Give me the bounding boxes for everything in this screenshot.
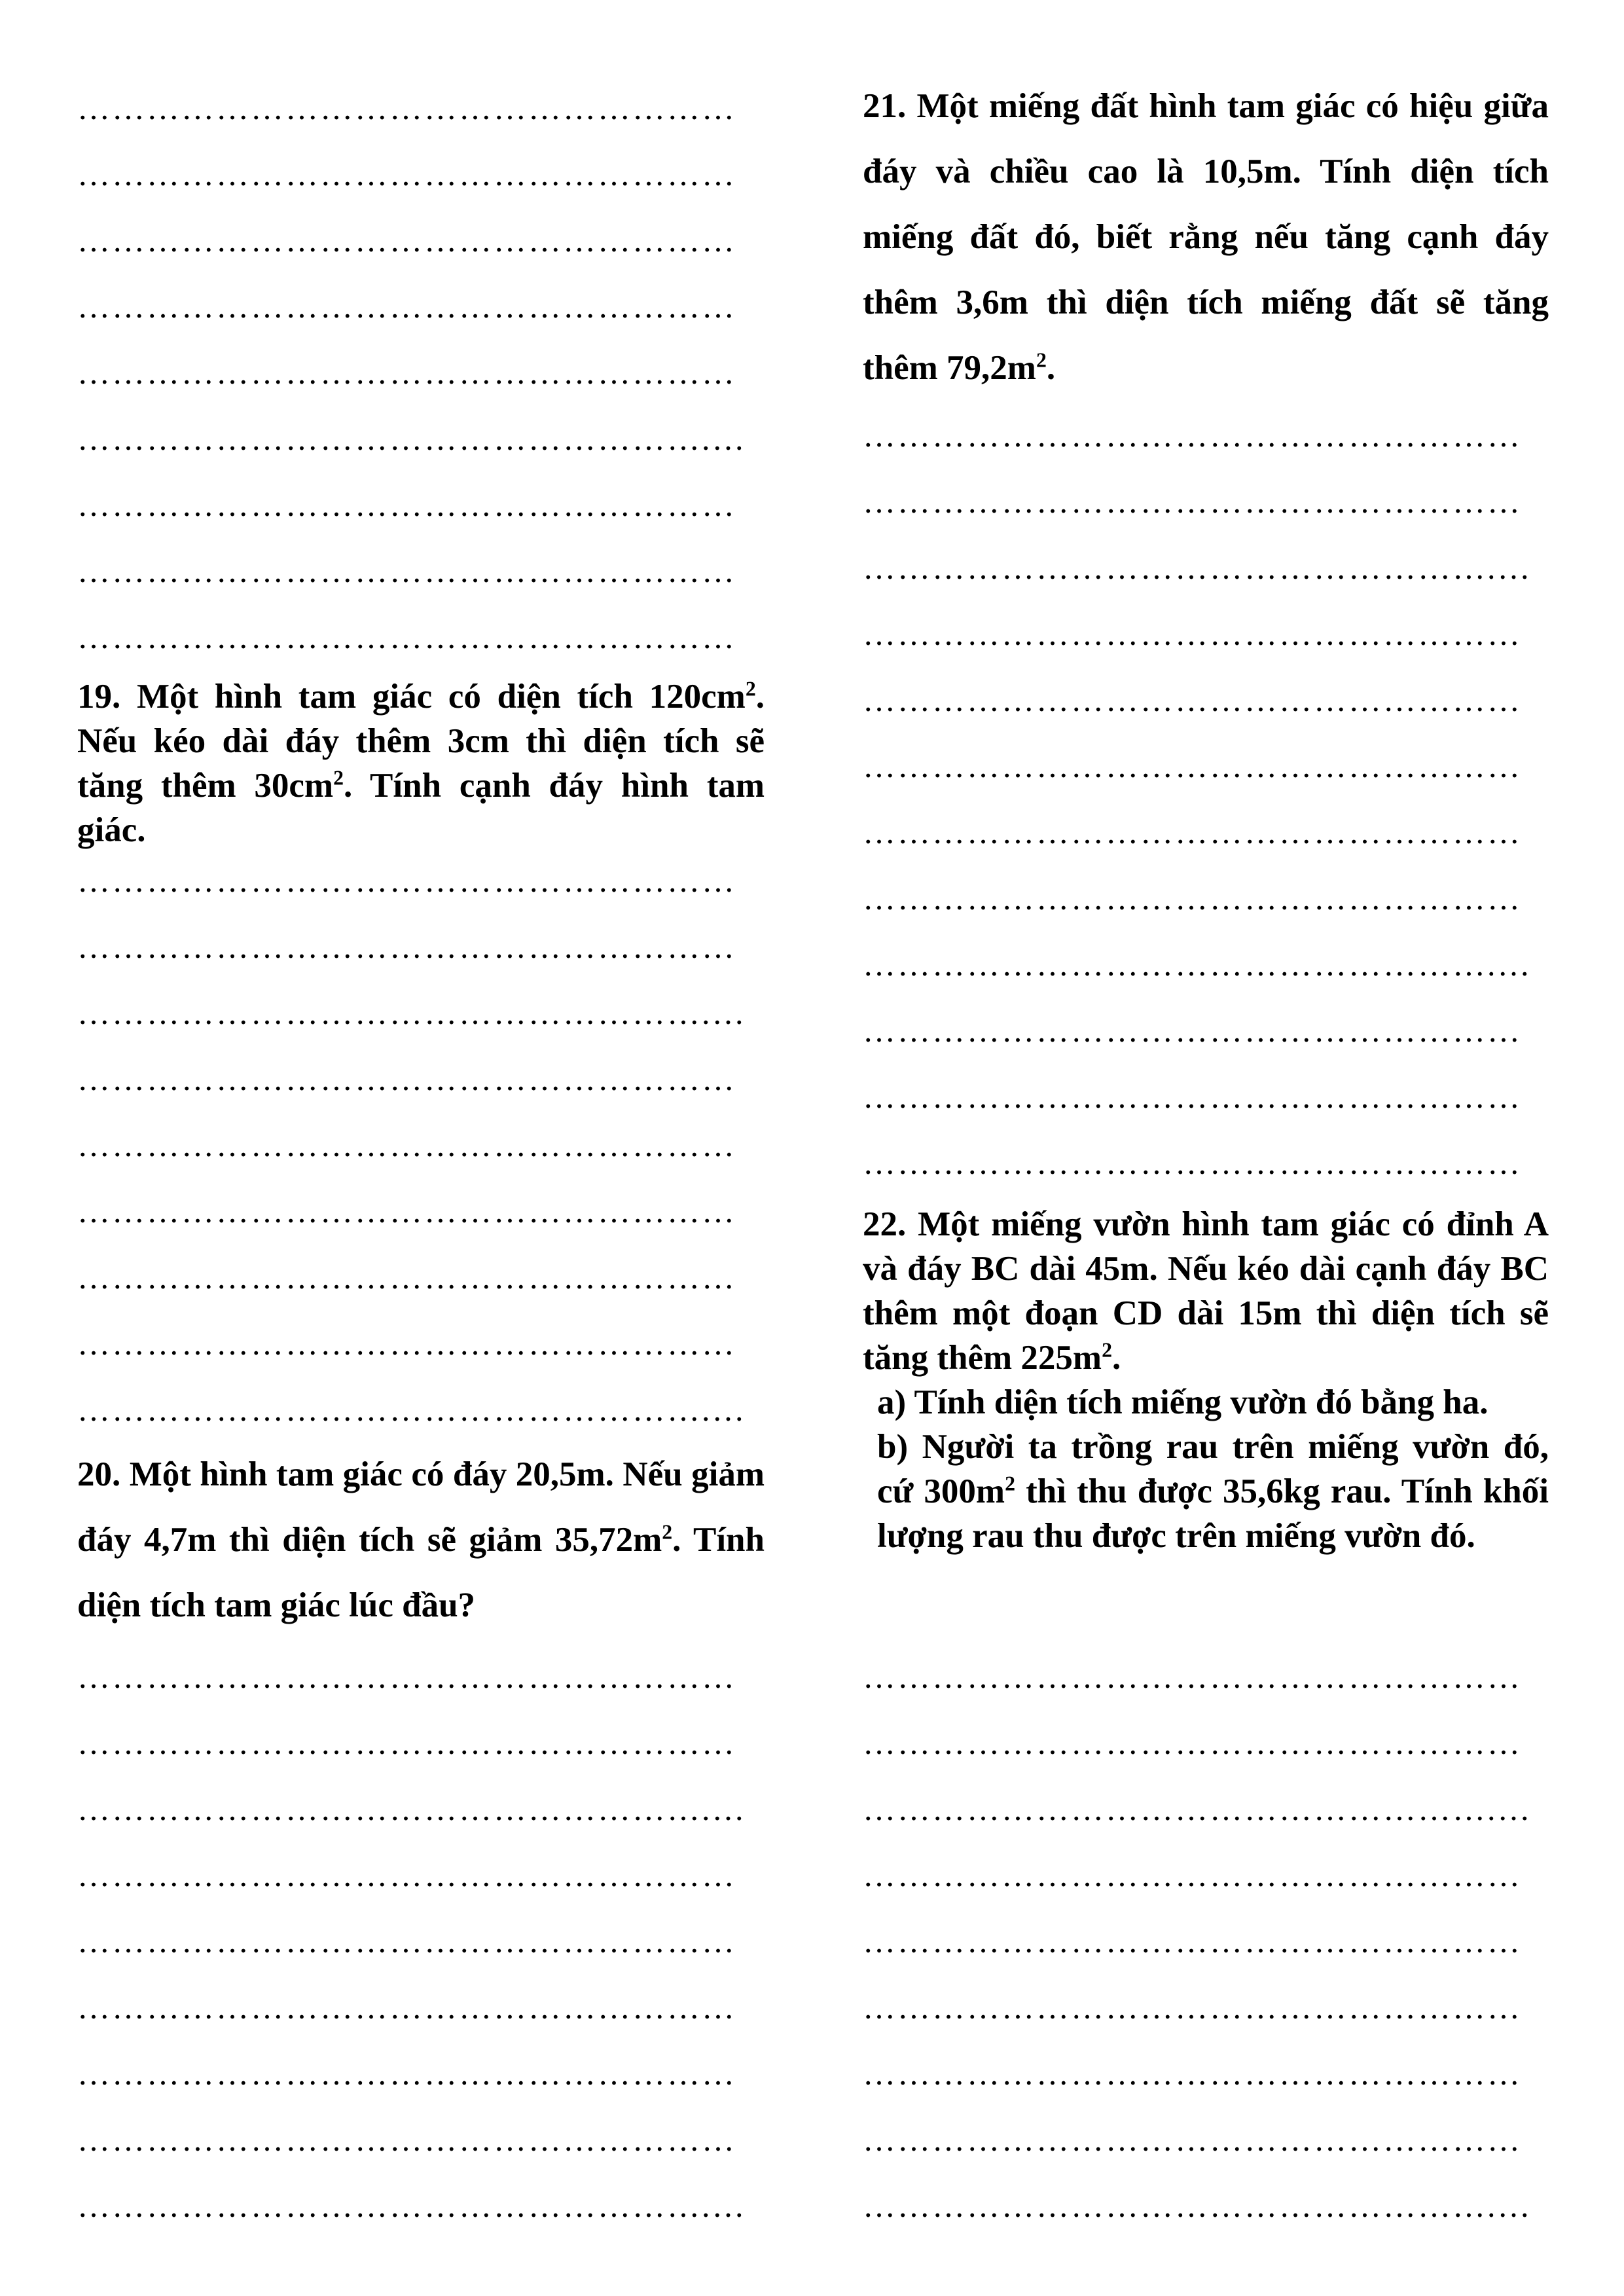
answer-line[interactable]: ……………………………………………….…	[77, 420, 747, 457]
problem-22	[863, 1202, 1549, 1558]
problem-22-part-b: b) Người ta trồng rau trên miếng vườn đó, cứ 300m	[877, 1428, 1549, 1510]
answer-line[interactable]: …………………………………………………	[77, 928, 736, 965]
answer-line[interactable]: …………………………………………………	[863, 417, 1522, 454]
answer-line[interactable]: ……………………………………………….…	[863, 2187, 1532, 2224]
answer-line[interactable]: …………………………………………………	[863, 748, 1522, 784]
answer-line[interactable]: …………………………………………………	[77, 1923, 736, 1959]
answer-line[interactable]: …………………………………………………	[863, 1923, 1522, 1959]
problem-21-text-end: .	[1046, 349, 1056, 387]
answer-line[interactable]: …………………………………………………	[77, 1325, 736, 1362]
answer-line[interactable]: …………………………………………………	[863, 814, 1522, 850]
answer-line[interactable]: ……………………………………………….…	[863, 1791, 1532, 1827]
answer-line[interactable]: ……………………………………………….…	[863, 549, 1532, 586]
problem-19	[77, 674, 765, 852]
problem-22-text: 22. Một miếng vườn hình tam giác có đỉnh A và đáy BC dài 45m. Nếu kéo dài cạnh đáy BC thêm một đoạn CD dài 15m thì diện tích sẽ tăng thêm 225m	[863, 1205, 1549, 1377]
answer-line[interactable]: …………………………………………………	[77, 619, 736, 655]
answer-line[interactable]: …………………………………………………	[863, 483, 1522, 520]
answer-line[interactable]: …………………………………………………	[863, 2055, 1522, 2092]
answer-line[interactable]: …………………………………………………	[863, 682, 1522, 718]
problem-19-text-end: . Tính cạnh đáy hình tam giác.	[77, 767, 765, 849]
answer-line[interactable]: …………………………………………………	[863, 880, 1522, 917]
problem-22-exponent: 2	[1102, 1338, 1112, 1362]
answer-line[interactable]: …………………………………………………	[77, 90, 736, 126]
problem-22-part-a: a) Tính diện tích miếng vườn đó bằng ha.	[877, 1383, 1489, 1421]
answer-line[interactable]: …………………………………………………	[77, 2121, 736, 2158]
answer-line[interactable]: …………………………………………………	[863, 1857, 1522, 1893]
answer-line[interactable]: …………………………………………………	[77, 553, 736, 589]
problem-22-part-b-exponent: 2	[1005, 1472, 1015, 1495]
answer-line[interactable]: ……………………………………………….…	[77, 1391, 747, 1428]
answer-line[interactable]: ……………………………………………….…	[863, 946, 1532, 983]
answer-line[interactable]: …………………………………………………	[77, 486, 736, 523]
answer-line[interactable]: …………………………………………………	[77, 1061, 736, 1097]
answer-line[interactable]: …………………………………………………	[77, 1127, 736, 1163]
problem-19-exponent: 2	[745, 677, 756, 701]
answer-line[interactable]: …………………………………………………	[77, 156, 736, 192]
answer-line[interactable]: …………………………………………………	[77, 1857, 736, 1893]
problem-21-exponent: 2	[1036, 348, 1047, 372]
problem-19-text-mid: . Nếu kéo dài đáy thêm 3cm thì diện tích sẽ tăng thêm 30cm	[77, 678, 765, 805]
problem-21	[863, 73, 1549, 401]
answer-line[interactable]: …………………………………………………	[77, 1193, 736, 1230]
problem-19-exponent-2: 2	[333, 766, 344, 790]
answer-line[interactable]: …………………………………………………	[863, 1989, 1522, 2026]
answer-line[interactable]: …………………………………………………	[863, 2121, 1522, 2158]
answer-line[interactable]: …………………………………………………	[77, 1724, 736, 1761]
answer-line[interactable]: …………………………………………………	[863, 1724, 1522, 1761]
answer-line[interactable]: …………………………………………………	[863, 1012, 1522, 1049]
answer-line[interactable]: …………………………………………………	[863, 615, 1522, 652]
problem-20-text: 20. Một hình tam giác có đáy 20,5m. Nếu giảm đáy 4,7m thì diện tích sẽ giảm 35,72m	[77, 1455, 765, 1559]
answer-line[interactable]: ……………………………………………….…	[77, 1791, 747, 1827]
problem-22-text-end: .	[1111, 1339, 1121, 1377]
problem-20-text-end: . Tính diện tích tam giác lúc đầu?	[77, 1521, 765, 1624]
answer-line[interactable]: …………………………………………………	[77, 354, 736, 391]
answer-line[interactable]: …………………………………………………	[77, 288, 736, 325]
answer-line[interactable]: …………………………………………………	[863, 1658, 1522, 1695]
problem-20-exponent: 2	[662, 1520, 673, 1544]
problem-19-text: 19. Một hình tam giác có diện tích 120cm	[77, 678, 746, 716]
answer-line[interactable]: …………………………………………………	[863, 1078, 1522, 1115]
answer-line[interactable]: …………………………………………………	[77, 862, 736, 899]
answer-line[interactable]: …………………………………………………	[77, 1989, 736, 2026]
answer-line[interactable]: …………………………………………………	[77, 2055, 736, 2092]
answer-line[interactable]: ……………………………………………….…	[77, 994, 747, 1031]
answer-line[interactable]: ……………………………………………….…	[77, 2187, 747, 2224]
problem-21-text: 21. Một miếng đất hình tam giác có hiệu giữa đáy và chiều cao là 10,5m. Tính diện tích miếng đất đó, biết rằng nếu tăng cạnh đáy thêm 3,6m thì diện tích miếng đất sẽ tăng thêm 79,2m	[863, 87, 1549, 387]
problem-20	[77, 1442, 765, 1638]
answer-line[interactable]: …………………………………………………	[77, 222, 736, 259]
answer-line[interactable]: …………………………………………………	[77, 1259, 736, 1296]
answer-line[interactable]: …………………………………………………	[863, 1144, 1522, 1181]
problem-22-part-b-end: thì thu được 35,6kg rau. Tính khối lượng rau thu được trên miếng vườn đó.	[877, 1472, 1549, 1555]
answer-line[interactable]: …………………………………………………	[77, 1658, 736, 1695]
